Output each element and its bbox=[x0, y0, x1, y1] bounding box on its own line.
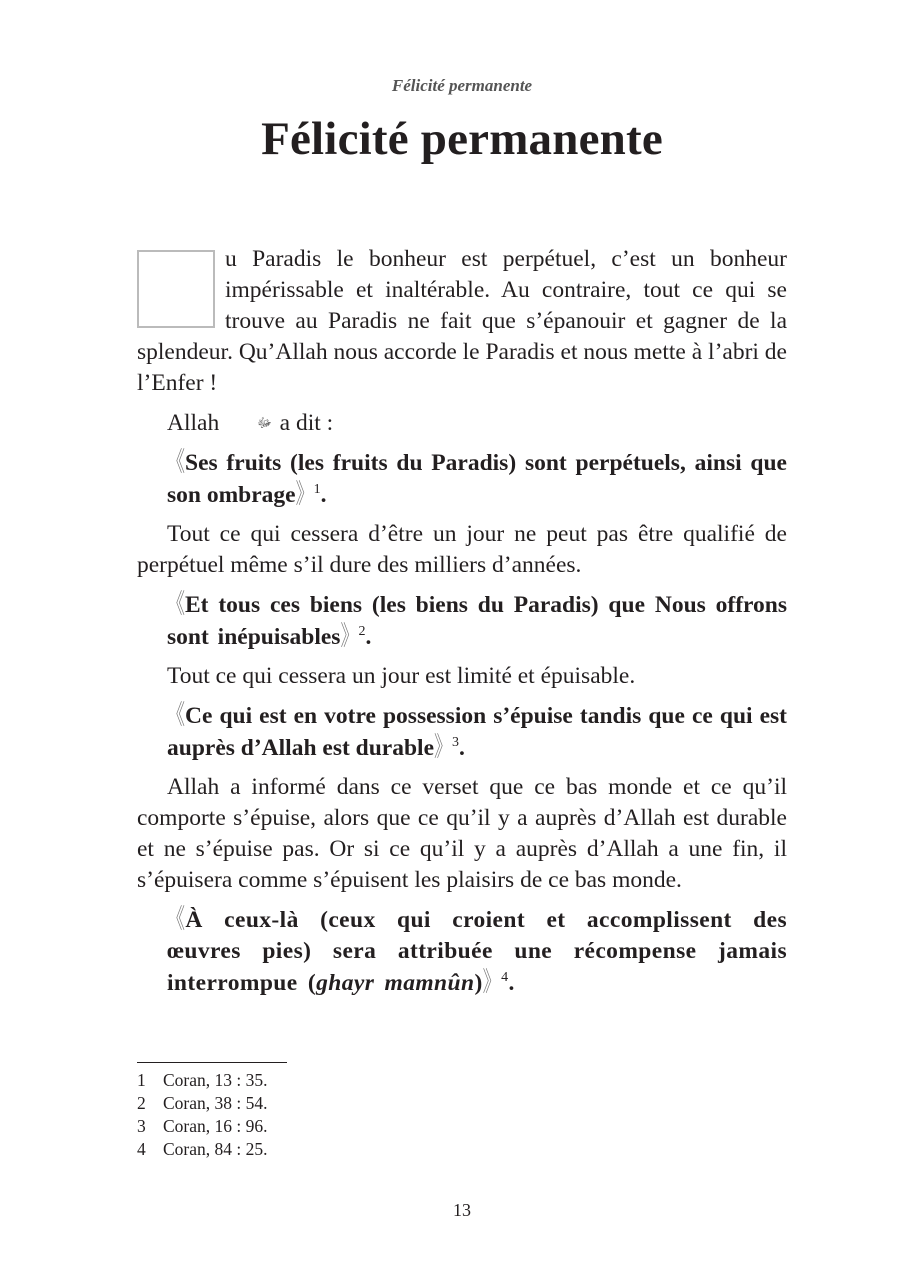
paragraph-1: Tout ce qui cessera d’être un jour ne peut pas être qualifié de perpétuel même s’il dure des milliers d’années. bbox=[137, 521, 787, 578]
body-text bbox=[137, 244, 787, 1007]
verse-open-ornament-icon: 《 bbox=[167, 588, 185, 619]
intro-text: u Paradis le bonheur est perpétuel, c’est un bonheur impérissable et inaltérable. Au contraire, tout ce qui se trouve au Paradis ne fait que s’épanouir et gagner de la splendeur. Qu’Allah nous accorde le Paradis et nous mette à l’abri de l’Enfer ! bbox=[137, 246, 787, 396]
footnote-ref[interactable]: 3 bbox=[452, 735, 460, 750]
footnote-item bbox=[137, 1138, 268, 1161]
chapter-title: Félicité permanente bbox=[261, 113, 663, 165]
verse-close-ornament-icon: 》 bbox=[434, 731, 453, 762]
transliteration: ghayr mamnûn bbox=[316, 970, 475, 996]
footnote-text: Coran, 84 : 25. bbox=[163, 1139, 268, 1159]
honorific-calligraphy-icon: ﷻ bbox=[257, 415, 272, 430]
footnote-ref[interactable]: 4 bbox=[501, 970, 509, 985]
verse-open-ornament-icon: 《 bbox=[167, 446, 185, 477]
verse-1: 《Ses fruits (les fruits du Paradis) sont perpétuels, ainsi que son ombrage》$^1$. bbox=[137, 447, 787, 511]
verse-3: 《Ce qui est en votre possession s’épuise tandis que ce qui est auprès d’Allah est durable》$^3$. bbox=[137, 700, 787, 764]
page-number: 13 bbox=[453, 1200, 471, 1220]
running-head: Félicité permanente bbox=[391, 76, 533, 95]
dropcap bbox=[137, 250, 215, 328]
verse-close-ornament-icon: 》 bbox=[482, 966, 502, 997]
verse-open-ornament-icon: 《 bbox=[167, 903, 186, 934]
intro-paragraph bbox=[137, 244, 787, 399]
footnote-item bbox=[137, 1092, 268, 1115]
footnote-ref[interactable]: 2 bbox=[358, 624, 366, 639]
verse-close-ornament-icon: 》 bbox=[295, 478, 314, 509]
footnote-text: Coran, 38 : 54. bbox=[163, 1093, 268, 1113]
verse-open-ornament-icon: 《 bbox=[167, 699, 185, 730]
footnote-number: 1 bbox=[137, 1070, 146, 1090]
allah-said-line: Allah ﷻ a dit : bbox=[137, 407, 787, 439]
verse-4: 《À ceux-là (ceux qui croient et accomplissent des œuvres pies) sera attribuée une récompense jamais interrompue (ghayr mamnûn)》$^4$. bbox=[137, 904, 787, 999]
verse-2: 《Et tous ces biens (les biens du Paradis) que Nous offrons sont inépuisables》$^2$. bbox=[137, 589, 787, 653]
footnote-number: 3 bbox=[137, 1116, 146, 1136]
footnote-item bbox=[137, 1069, 268, 1092]
footnotes bbox=[137, 1069, 268, 1161]
footnote-text: Coran, 13 : 35. bbox=[163, 1070, 268, 1090]
paragraph-3: Allah a informé dans ce verset que ce bas monde et ce qu’il comporte s’épuise, alors que ce qu’il y a auprès d’Allah est durable et ne s’épuise pas. Or si ce qu’il y a auprès d’Allah a une fin, il s’épuisera comme s’épuisent les plaisirs de ce bas monde. bbox=[137, 774, 787, 893]
verse-close-ornament-icon: 》 bbox=[340, 620, 359, 651]
footnote-text: Coran, 16 : 96. bbox=[163, 1116, 268, 1136]
footnote-number: 4 bbox=[137, 1139, 146, 1159]
footnote-divider bbox=[137, 1062, 287, 1063]
footnote-item bbox=[137, 1115, 268, 1138]
footnote-number: 2 bbox=[137, 1093, 146, 1113]
footnote-ref[interactable]: 1 bbox=[313, 482, 321, 497]
paragraph-2: Tout ce qui cessera un jour est limité et épuisable. bbox=[167, 663, 636, 689]
